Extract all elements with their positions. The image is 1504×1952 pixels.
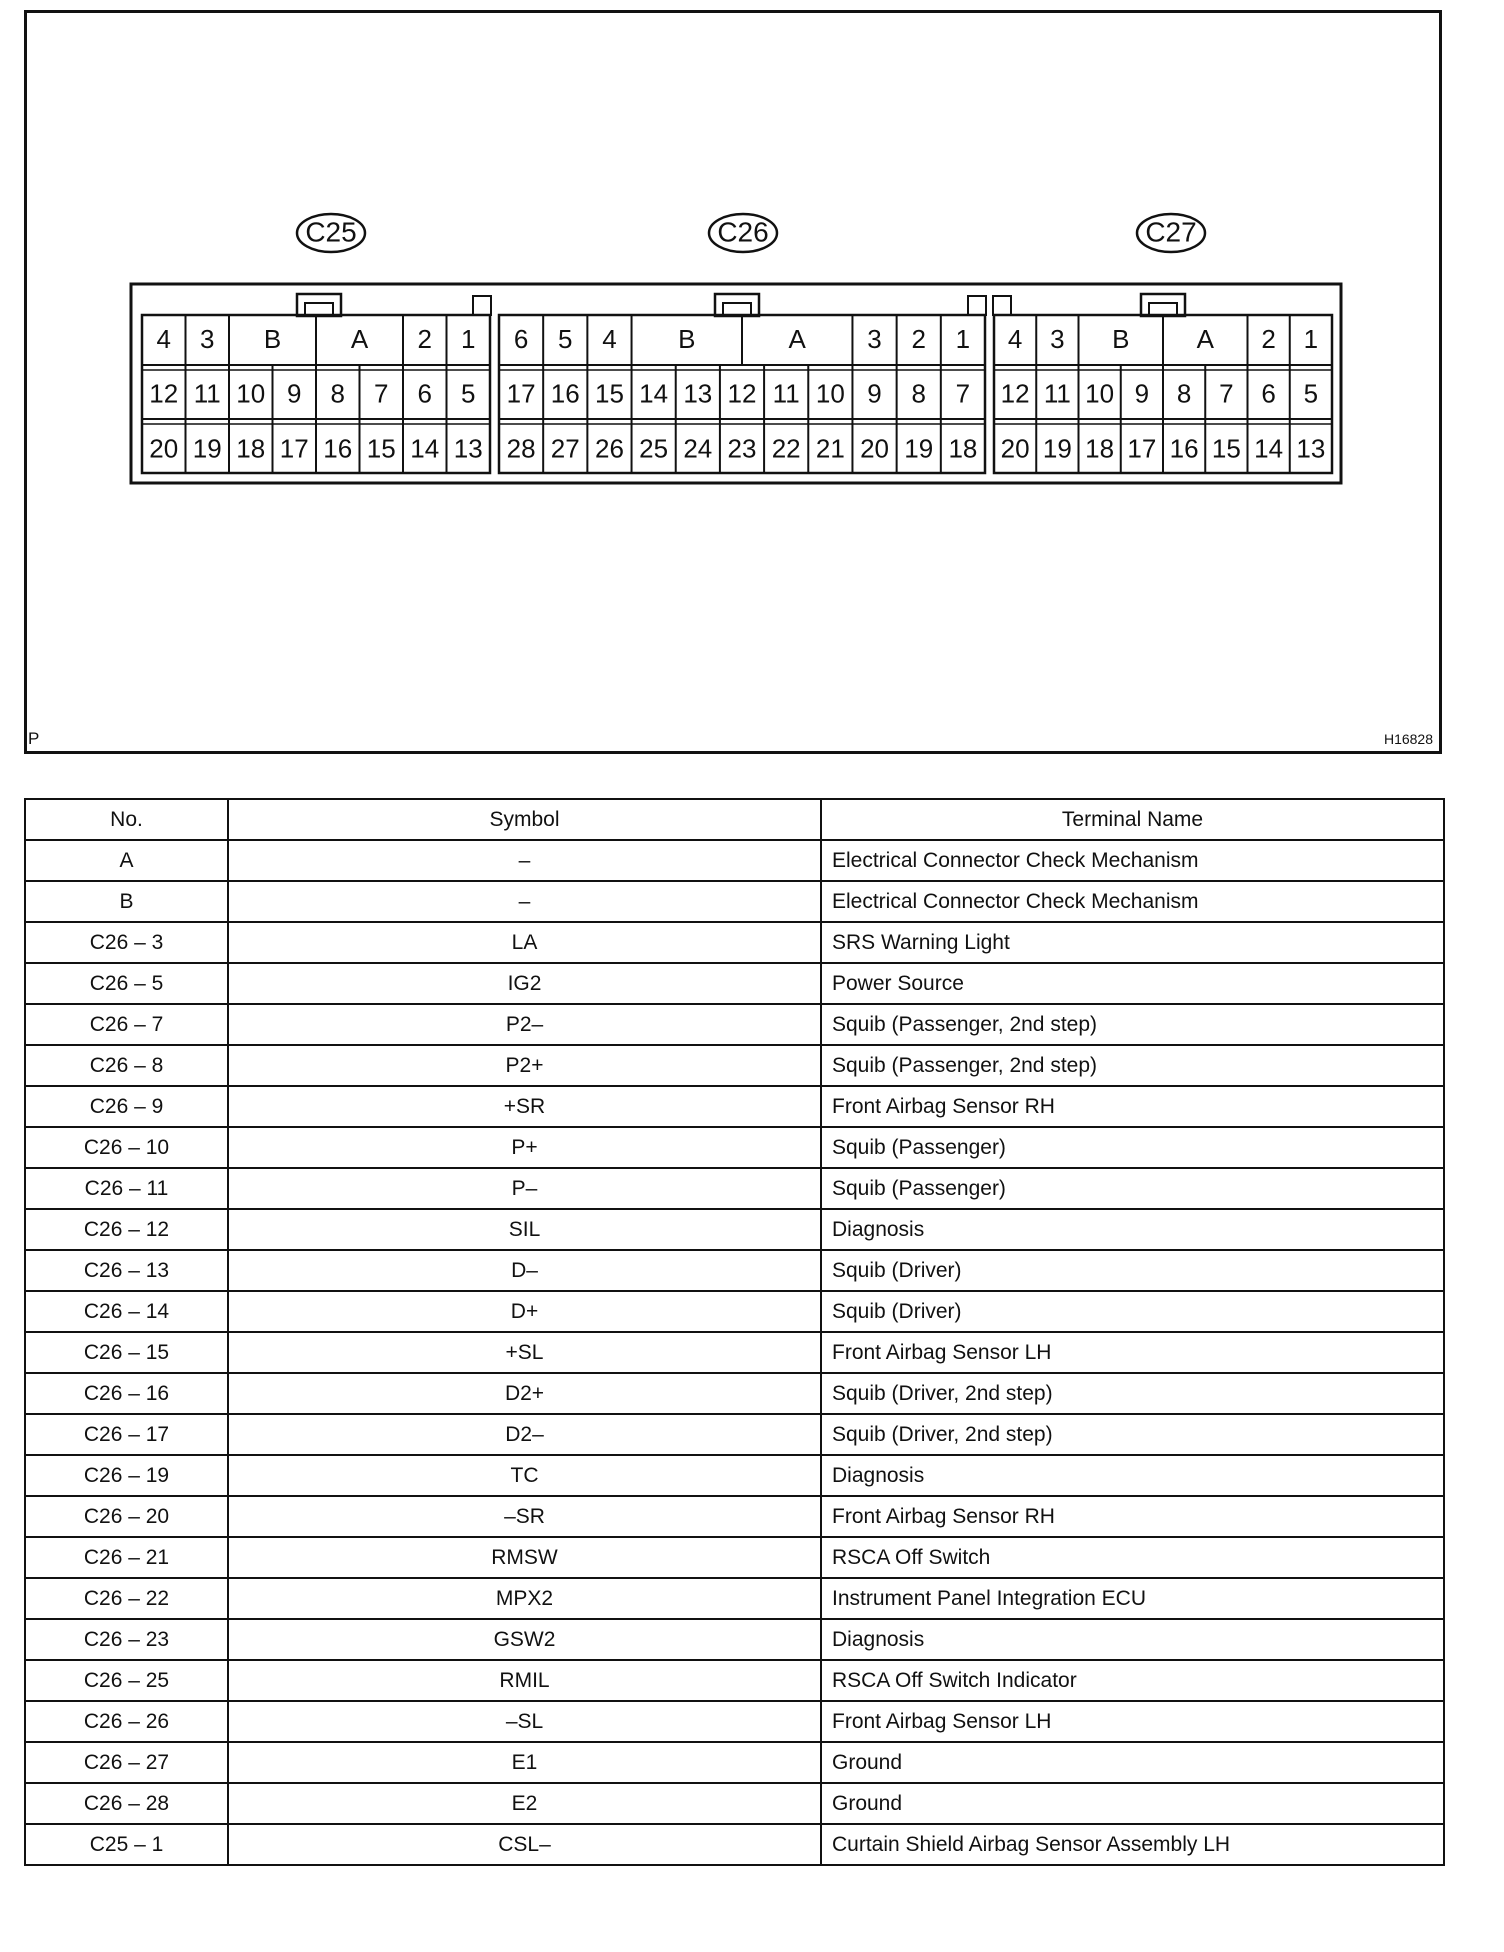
terminal-no: C26 – 25 bbox=[25, 1660, 228, 1701]
terminal-symbol: SIL bbox=[228, 1209, 821, 1250]
terminal-name: Front Airbag Sensor RH bbox=[821, 1086, 1444, 1127]
pin-label: 17 bbox=[279, 433, 309, 464]
terminal-symbol: D– bbox=[228, 1250, 821, 1291]
pin-label: 1 bbox=[955, 323, 971, 354]
terminal-name: Squib (Passenger) bbox=[821, 1127, 1444, 1168]
terminal-symbol: – bbox=[228, 881, 821, 922]
terminal-name: Diagnosis bbox=[821, 1455, 1444, 1496]
pin-label: 11 bbox=[772, 378, 800, 409]
terminal-no: C25 – 1 bbox=[25, 1824, 228, 1865]
terminal-no: C26 – 17 bbox=[25, 1414, 228, 1455]
pin-label: 2 bbox=[1261, 323, 1276, 354]
guide-tab bbox=[968, 296, 986, 315]
table-row bbox=[25, 1824, 1444, 1865]
connector-label: C26 bbox=[717, 216, 769, 248]
table-row bbox=[25, 1496, 1444, 1537]
connector-label: C27 bbox=[1145, 216, 1197, 248]
terminal-no: C26 – 11 bbox=[25, 1168, 228, 1209]
table-row bbox=[25, 922, 1444, 963]
terminal-name: Squib (Passenger, 2nd step) bbox=[821, 1004, 1444, 1045]
terminal-name: RSCA Off Switch Indicator bbox=[821, 1660, 1444, 1701]
pin-label: 8 bbox=[330, 378, 345, 409]
terminal-symbol: IG2 bbox=[228, 963, 821, 1004]
pin-label: 13 bbox=[453, 433, 483, 464]
terminal-name: Squib (Passenger, 2nd step) bbox=[821, 1045, 1444, 1086]
terminal-name: Front Airbag Sensor LH bbox=[821, 1701, 1444, 1742]
terminal-symbol: +SL bbox=[228, 1332, 821, 1373]
pin-label: 3 bbox=[1050, 323, 1065, 354]
pin-label: 15 bbox=[1211, 433, 1241, 464]
terminal-symbol: D+ bbox=[228, 1291, 821, 1332]
pin-label: 24 bbox=[683, 433, 713, 464]
pin-label: 13 bbox=[1296, 433, 1326, 464]
pin-label: 17 bbox=[1127, 433, 1157, 464]
pin-label: 1 bbox=[1303, 323, 1319, 354]
table-header-row bbox=[25, 799, 1444, 840]
terminal-symbol: D2– bbox=[228, 1414, 821, 1455]
terminal-symbol: CSL– bbox=[228, 1824, 821, 1865]
terminal-no: C26 – 14 bbox=[25, 1291, 228, 1332]
table-row bbox=[25, 1619, 1444, 1660]
terminal-no: C26 – 8 bbox=[25, 1045, 228, 1086]
pin-label: 27 bbox=[550, 433, 580, 464]
pin-label: 19 bbox=[192, 433, 222, 464]
pin-label: A bbox=[1196, 323, 1214, 354]
pin-label: 6 bbox=[417, 378, 432, 409]
terminal-no: C26 – 22 bbox=[25, 1578, 228, 1619]
terminal-no: C26 – 12 bbox=[25, 1209, 228, 1250]
pin-label: 7 bbox=[374, 378, 389, 409]
header-no: No. bbox=[25, 799, 228, 840]
terminal-no: C26 – 7 bbox=[25, 1004, 228, 1045]
pin-label: 4 bbox=[156, 323, 171, 354]
header-symbol: Symbol bbox=[228, 799, 821, 840]
terminal-symbol: RMSW bbox=[228, 1537, 821, 1578]
terminal-symbol: GSW2 bbox=[228, 1619, 821, 1660]
pin-label: 14 bbox=[1254, 433, 1284, 464]
terminal-name: Ground bbox=[821, 1783, 1444, 1824]
table-row bbox=[25, 1742, 1444, 1783]
pin-label: 5 bbox=[461, 378, 476, 409]
terminal-name: Electrical Connector Check Mechanism bbox=[821, 840, 1444, 881]
pin-label: 5 bbox=[558, 323, 573, 354]
terminal-no: C26 – 21 bbox=[25, 1537, 228, 1578]
pin-label: 28 bbox=[506, 433, 536, 464]
terminal-name: Diagnosis bbox=[821, 1209, 1444, 1250]
terminal-no: C26 – 28 bbox=[25, 1783, 228, 1824]
pin-label: 4 bbox=[602, 323, 617, 354]
connector-label: C25 bbox=[305, 216, 357, 248]
terminal-no: C26 – 9 bbox=[25, 1086, 228, 1127]
terminal-symbol: RMIL bbox=[228, 1660, 821, 1701]
terminal-name: Electrical Connector Check Mechanism bbox=[821, 881, 1444, 922]
terminal-no: C26 – 15 bbox=[25, 1332, 228, 1373]
terminal-no: C26 – 5 bbox=[25, 963, 228, 1004]
terminal-symbol: MPX2 bbox=[228, 1578, 821, 1619]
pin-label: 15 bbox=[594, 378, 624, 409]
pin-label: 17 bbox=[506, 378, 536, 409]
terminal-name: Instrument Panel Integration ECU bbox=[821, 1578, 1444, 1619]
pin-label: 7 bbox=[955, 378, 971, 409]
pin-label: 16 bbox=[1169, 433, 1199, 464]
pin-label: 9 bbox=[867, 378, 882, 409]
pin-label: 23 bbox=[727, 433, 757, 464]
pin-label: 18 bbox=[948, 433, 978, 464]
terminal-symbol: P2+ bbox=[228, 1045, 821, 1086]
pin-label: 20 bbox=[149, 433, 179, 464]
pin-label: 2 bbox=[911, 323, 926, 354]
terminal-symbol: TC bbox=[228, 1455, 821, 1496]
terminal-symbol: P– bbox=[228, 1168, 821, 1209]
terminal-no: C26 – 20 bbox=[25, 1496, 228, 1537]
table-row bbox=[25, 840, 1444, 881]
terminal-no: A bbox=[25, 840, 228, 881]
pin-label: 18 bbox=[236, 433, 266, 464]
terminal-symbol: –SR bbox=[228, 1496, 821, 1537]
terminal-table bbox=[24, 798, 1445, 1866]
pin-label: 18 bbox=[1085, 433, 1115, 464]
terminal-no: C26 – 23 bbox=[25, 1619, 228, 1660]
terminal-name: RSCA Off Switch bbox=[821, 1537, 1444, 1578]
terminal-no: C26 – 3 bbox=[25, 922, 228, 963]
pin-label: 12 bbox=[1000, 378, 1030, 409]
pin-label: 6 bbox=[513, 323, 529, 354]
terminal-symbol: E2 bbox=[228, 1783, 821, 1824]
pin-label: 9 bbox=[287, 378, 302, 409]
terminal-name: Squib (Driver) bbox=[821, 1250, 1444, 1291]
connector-diagram bbox=[24, 10, 1442, 754]
table-row bbox=[25, 1127, 1444, 1168]
pin-label: 9 bbox=[1134, 378, 1150, 409]
pin-label: 8 bbox=[1176, 378, 1192, 409]
page-letter: P bbox=[28, 729, 40, 748]
pin-label: 19 bbox=[1042, 433, 1072, 464]
guide-tab bbox=[473, 296, 491, 315]
terminal-no: C26 – 26 bbox=[25, 1701, 228, 1742]
pin-label: 20 bbox=[860, 433, 890, 464]
table-row bbox=[25, 1660, 1444, 1701]
pin-label: 10 bbox=[1085, 378, 1115, 409]
pin-label: 13 bbox=[683, 378, 713, 409]
table-row bbox=[25, 1168, 1444, 1209]
terminal-name: Squib (Driver) bbox=[821, 1291, 1444, 1332]
pin-label: 22 bbox=[771, 433, 801, 464]
table-row bbox=[25, 1414, 1444, 1455]
pin-label: 16 bbox=[323, 433, 353, 464]
pin-label: 11 bbox=[193, 378, 221, 409]
pin-label: 26 bbox=[594, 433, 624, 464]
pin-label: 15 bbox=[366, 433, 396, 464]
pin-label: 12 bbox=[149, 378, 179, 409]
pin-label: 19 bbox=[904, 433, 934, 464]
pin-label: 5 bbox=[1303, 378, 1319, 409]
table-row bbox=[25, 1701, 1444, 1742]
pin-label: 16 bbox=[550, 378, 580, 409]
table-row bbox=[25, 1004, 1444, 1045]
pin-label: 11 bbox=[1043, 378, 1071, 409]
table-row bbox=[25, 1250, 1444, 1291]
terminal-symbol: P+ bbox=[228, 1127, 821, 1168]
header-terminal-name: Terminal Name bbox=[821, 799, 1444, 840]
table-row bbox=[25, 881, 1444, 922]
terminal-name: Diagnosis bbox=[821, 1619, 1444, 1660]
pin-label: B bbox=[1112, 323, 1130, 354]
table-row bbox=[25, 1209, 1444, 1250]
pin-label: B bbox=[263, 323, 282, 354]
terminal-no: C26 – 19 bbox=[25, 1455, 228, 1496]
pin-label: 10 bbox=[236, 378, 266, 409]
terminal-no: C26 – 16 bbox=[25, 1373, 228, 1414]
pin-label: B bbox=[678, 323, 696, 354]
pin-label: 14 bbox=[410, 433, 440, 464]
pin-label: 4 bbox=[1007, 323, 1023, 354]
pin-label: 3 bbox=[867, 323, 882, 354]
pin-label: 7 bbox=[1219, 378, 1234, 409]
terminal-no: C26 – 10 bbox=[25, 1127, 228, 1168]
terminal-name: Front Airbag Sensor RH bbox=[821, 1496, 1444, 1537]
terminal-name: SRS Warning Light bbox=[821, 922, 1444, 963]
table-row bbox=[25, 1455, 1444, 1496]
connector-drawing bbox=[27, 13, 1439, 751]
table-row bbox=[25, 1291, 1444, 1332]
terminal-name: Squib (Driver, 2nd step) bbox=[821, 1373, 1444, 1414]
terminal-symbol: +SR bbox=[228, 1086, 821, 1127]
terminal-no: C26 – 13 bbox=[25, 1250, 228, 1291]
terminal-symbol: E1 bbox=[228, 1742, 821, 1783]
table-row bbox=[25, 963, 1444, 1004]
terminal-name: Power Source bbox=[821, 963, 1444, 1004]
pin-label: 20 bbox=[1000, 433, 1030, 464]
pin-label: 21 bbox=[815, 433, 845, 464]
pin-label: 3 bbox=[200, 323, 215, 354]
pin-label: A bbox=[788, 323, 806, 354]
pin-label: 1 bbox=[461, 323, 476, 354]
table-row bbox=[25, 1332, 1444, 1373]
table-row bbox=[25, 1045, 1444, 1086]
terminal-symbol: –SL bbox=[228, 1701, 821, 1742]
terminal-symbol: P2– bbox=[228, 1004, 821, 1045]
pin-label: 12 bbox=[727, 378, 757, 409]
pin-label: 14 bbox=[639, 378, 669, 409]
table-row bbox=[25, 1578, 1444, 1619]
pin-label: A bbox=[350, 323, 369, 354]
pin-label: 10 bbox=[815, 378, 845, 409]
table-row bbox=[25, 1086, 1444, 1127]
terminal-no: B bbox=[25, 881, 228, 922]
terminal-symbol: D2+ bbox=[228, 1373, 821, 1414]
terminal-symbol: LA bbox=[228, 922, 821, 963]
terminal-name: Curtain Shield Airbag Sensor Assembly LH bbox=[821, 1824, 1444, 1865]
pin-label: 2 bbox=[417, 323, 432, 354]
pin-label: 25 bbox=[639, 433, 669, 464]
pin-label: 6 bbox=[1261, 378, 1276, 409]
terminal-name: Squib (Passenger) bbox=[821, 1168, 1444, 1209]
table-row bbox=[25, 1373, 1444, 1414]
terminal-name: Front Airbag Sensor LH bbox=[821, 1332, 1444, 1373]
terminal-symbol: – bbox=[228, 840, 821, 881]
figure-code: H16828 bbox=[1383, 731, 1433, 747]
table-row bbox=[25, 1537, 1444, 1578]
pin-label: 8 bbox=[911, 378, 926, 409]
terminal-no: C26 – 27 bbox=[25, 1742, 228, 1783]
table-row bbox=[25, 1783, 1444, 1824]
terminal-name: Squib (Driver, 2nd step) bbox=[821, 1414, 1444, 1455]
guide-tab bbox=[993, 296, 1011, 315]
terminal-name: Ground bbox=[821, 1742, 1444, 1783]
